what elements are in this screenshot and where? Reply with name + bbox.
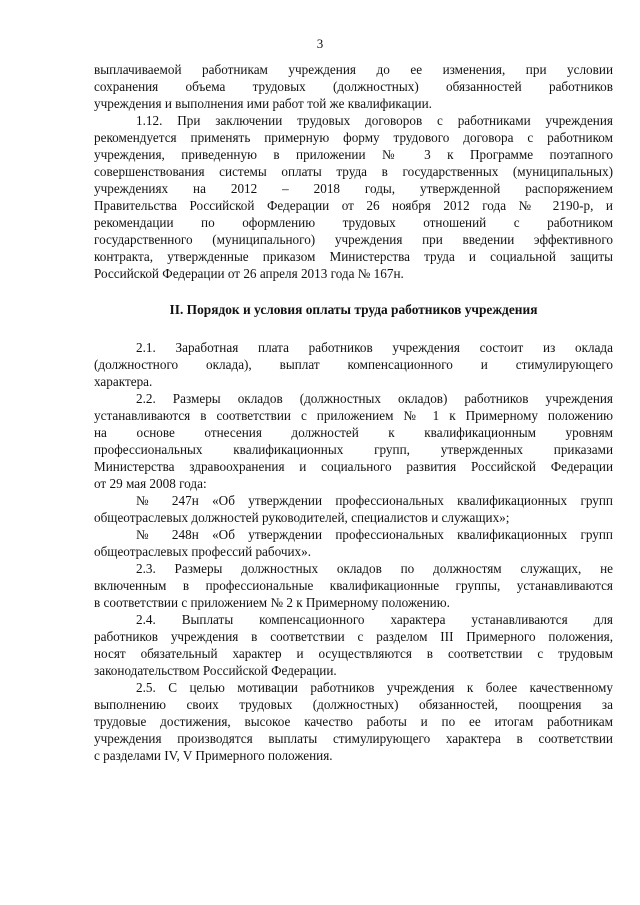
paragraph-2-3: [94, 560, 613, 611]
text-line: № 247н «Об утверждении профессиональных квалификационных групп: [136, 493, 613, 508]
text-line: учреждениях на 2012 – 2018 годы, утвержденной распоряжением: [94, 181, 613, 196]
text-line: выплачиваемой работникам учреждения до ее изменения, при условии: [94, 62, 613, 77]
text-line: рекомендуется применять примерную форму трудового договора с работником: [94, 130, 613, 145]
text-line: 2.1. Заработная плата работников учреждения состоит из оклада: [136, 340, 613, 355]
text-line: 2.3. Размеры должностных окладов по должностям служащих, не: [136, 561, 613, 576]
section-heading: II. Порядок и условия оплаты труда работников учреждения: [169, 302, 538, 317]
text-line: учреждения производятся выплаты стимулирующего характера в соответствии: [94, 731, 613, 746]
text-line: трудовые достижения, высокое качество работы и по ее итогам работникам: [94, 714, 613, 729]
section-paragraphs: [94, 339, 613, 764]
text-line: 2.5. С целью мотивации работников учреждения к более качественному: [136, 680, 613, 695]
paragraph-1-12: [94, 112, 613, 282]
text-line: работников учреждения в соответствии с разделом III Примерного положения,: [94, 629, 613, 644]
text-line: от 29 мая 2008 года:: [94, 476, 207, 491]
text-line: государственного (муниципального) учреждения при введении эффективного: [94, 232, 613, 247]
pre-section-paragraphs: [94, 61, 613, 282]
text-line: общеотраслевых профессий рабочих».: [94, 544, 312, 559]
paragraph-2-4: [94, 611, 613, 679]
text-line: на основе отнесения должностей к квалификационным уровням: [94, 425, 613, 440]
paragraph-247n: [94, 492, 613, 526]
text-line: Правительства Российской Федерации от 26 ноября 2012 года № 2190-р, и: [94, 198, 613, 213]
paragraph-248n: [94, 526, 613, 560]
paragraph-continuation: [94, 61, 613, 112]
paragraph-2-1: [94, 339, 613, 390]
text-line: общеотраслевых должностей руководителей, специалистов и служащих»;: [94, 510, 510, 525]
text-line: рекомендации по оформлению трудовых отношений с работником: [94, 215, 613, 230]
text-line: учреждения и выполнения ими работ той же квалификации.: [94, 96, 432, 111]
text-line: профессиональных квалификационных групп, утвержденных приказами: [94, 442, 613, 457]
text-line: носят обязательный характер и осуществляются в соответствии с трудовым: [94, 646, 613, 661]
text-line: 2.2. Размеры окладов (должностных окладов) работников учреждения: [136, 391, 613, 406]
text-line: с разделами IV, V Примерного положения.: [94, 748, 333, 763]
text-line: (должностного оклада), выплат компенсационного и стимулирующего: [94, 357, 613, 372]
page-number: 3: [316, 36, 324, 51]
text-line: Российской Федерации от 26 апреля 2013 года № 167н.: [94, 266, 404, 281]
text-line: 1.12. При заключении трудовых договоров с работниками учреждения: [136, 113, 613, 128]
text-line: совершенствования системы оплаты труда в государственных (муниципальных): [94, 164, 613, 179]
text-line: 2.4. Выплаты компенсационного характера устанавливаются для: [136, 612, 613, 627]
paragraph-2-5: [94, 679, 613, 764]
text-line: учреждения, приведенную в приложении № 3 к Программе поэтапного: [94, 147, 613, 162]
text-line: № 248н «Об утверждении профессиональных квалификационных групп: [136, 527, 613, 542]
text-line: сохранения объема трудовых (должностных) обязанностей работников: [94, 79, 613, 94]
document-body: [94, 61, 613, 764]
paragraph-2-2: [94, 390, 613, 492]
text-line: устанавливаются в соответствии с приложением № 1 к Примерному положению: [94, 408, 613, 423]
text-line: контракта, утвержденные приказом Министерства труда и социальной защиты: [94, 249, 613, 264]
text-line: законодательством Российской Федерации.: [94, 663, 337, 678]
text-line: Министерства здравоохранения и социального развития Российской Федерации: [94, 459, 613, 474]
text-line: включенным в профессиональные квалификационные группы, устанавливаются: [94, 578, 613, 593]
text-line: выполнению своих трудовых (должностных) обязанностей, поощрения за: [94, 697, 613, 712]
text-line: в соответствии с приложением № 2 к Примерному положению.: [94, 595, 450, 610]
text-line: характера.: [94, 374, 153, 389]
